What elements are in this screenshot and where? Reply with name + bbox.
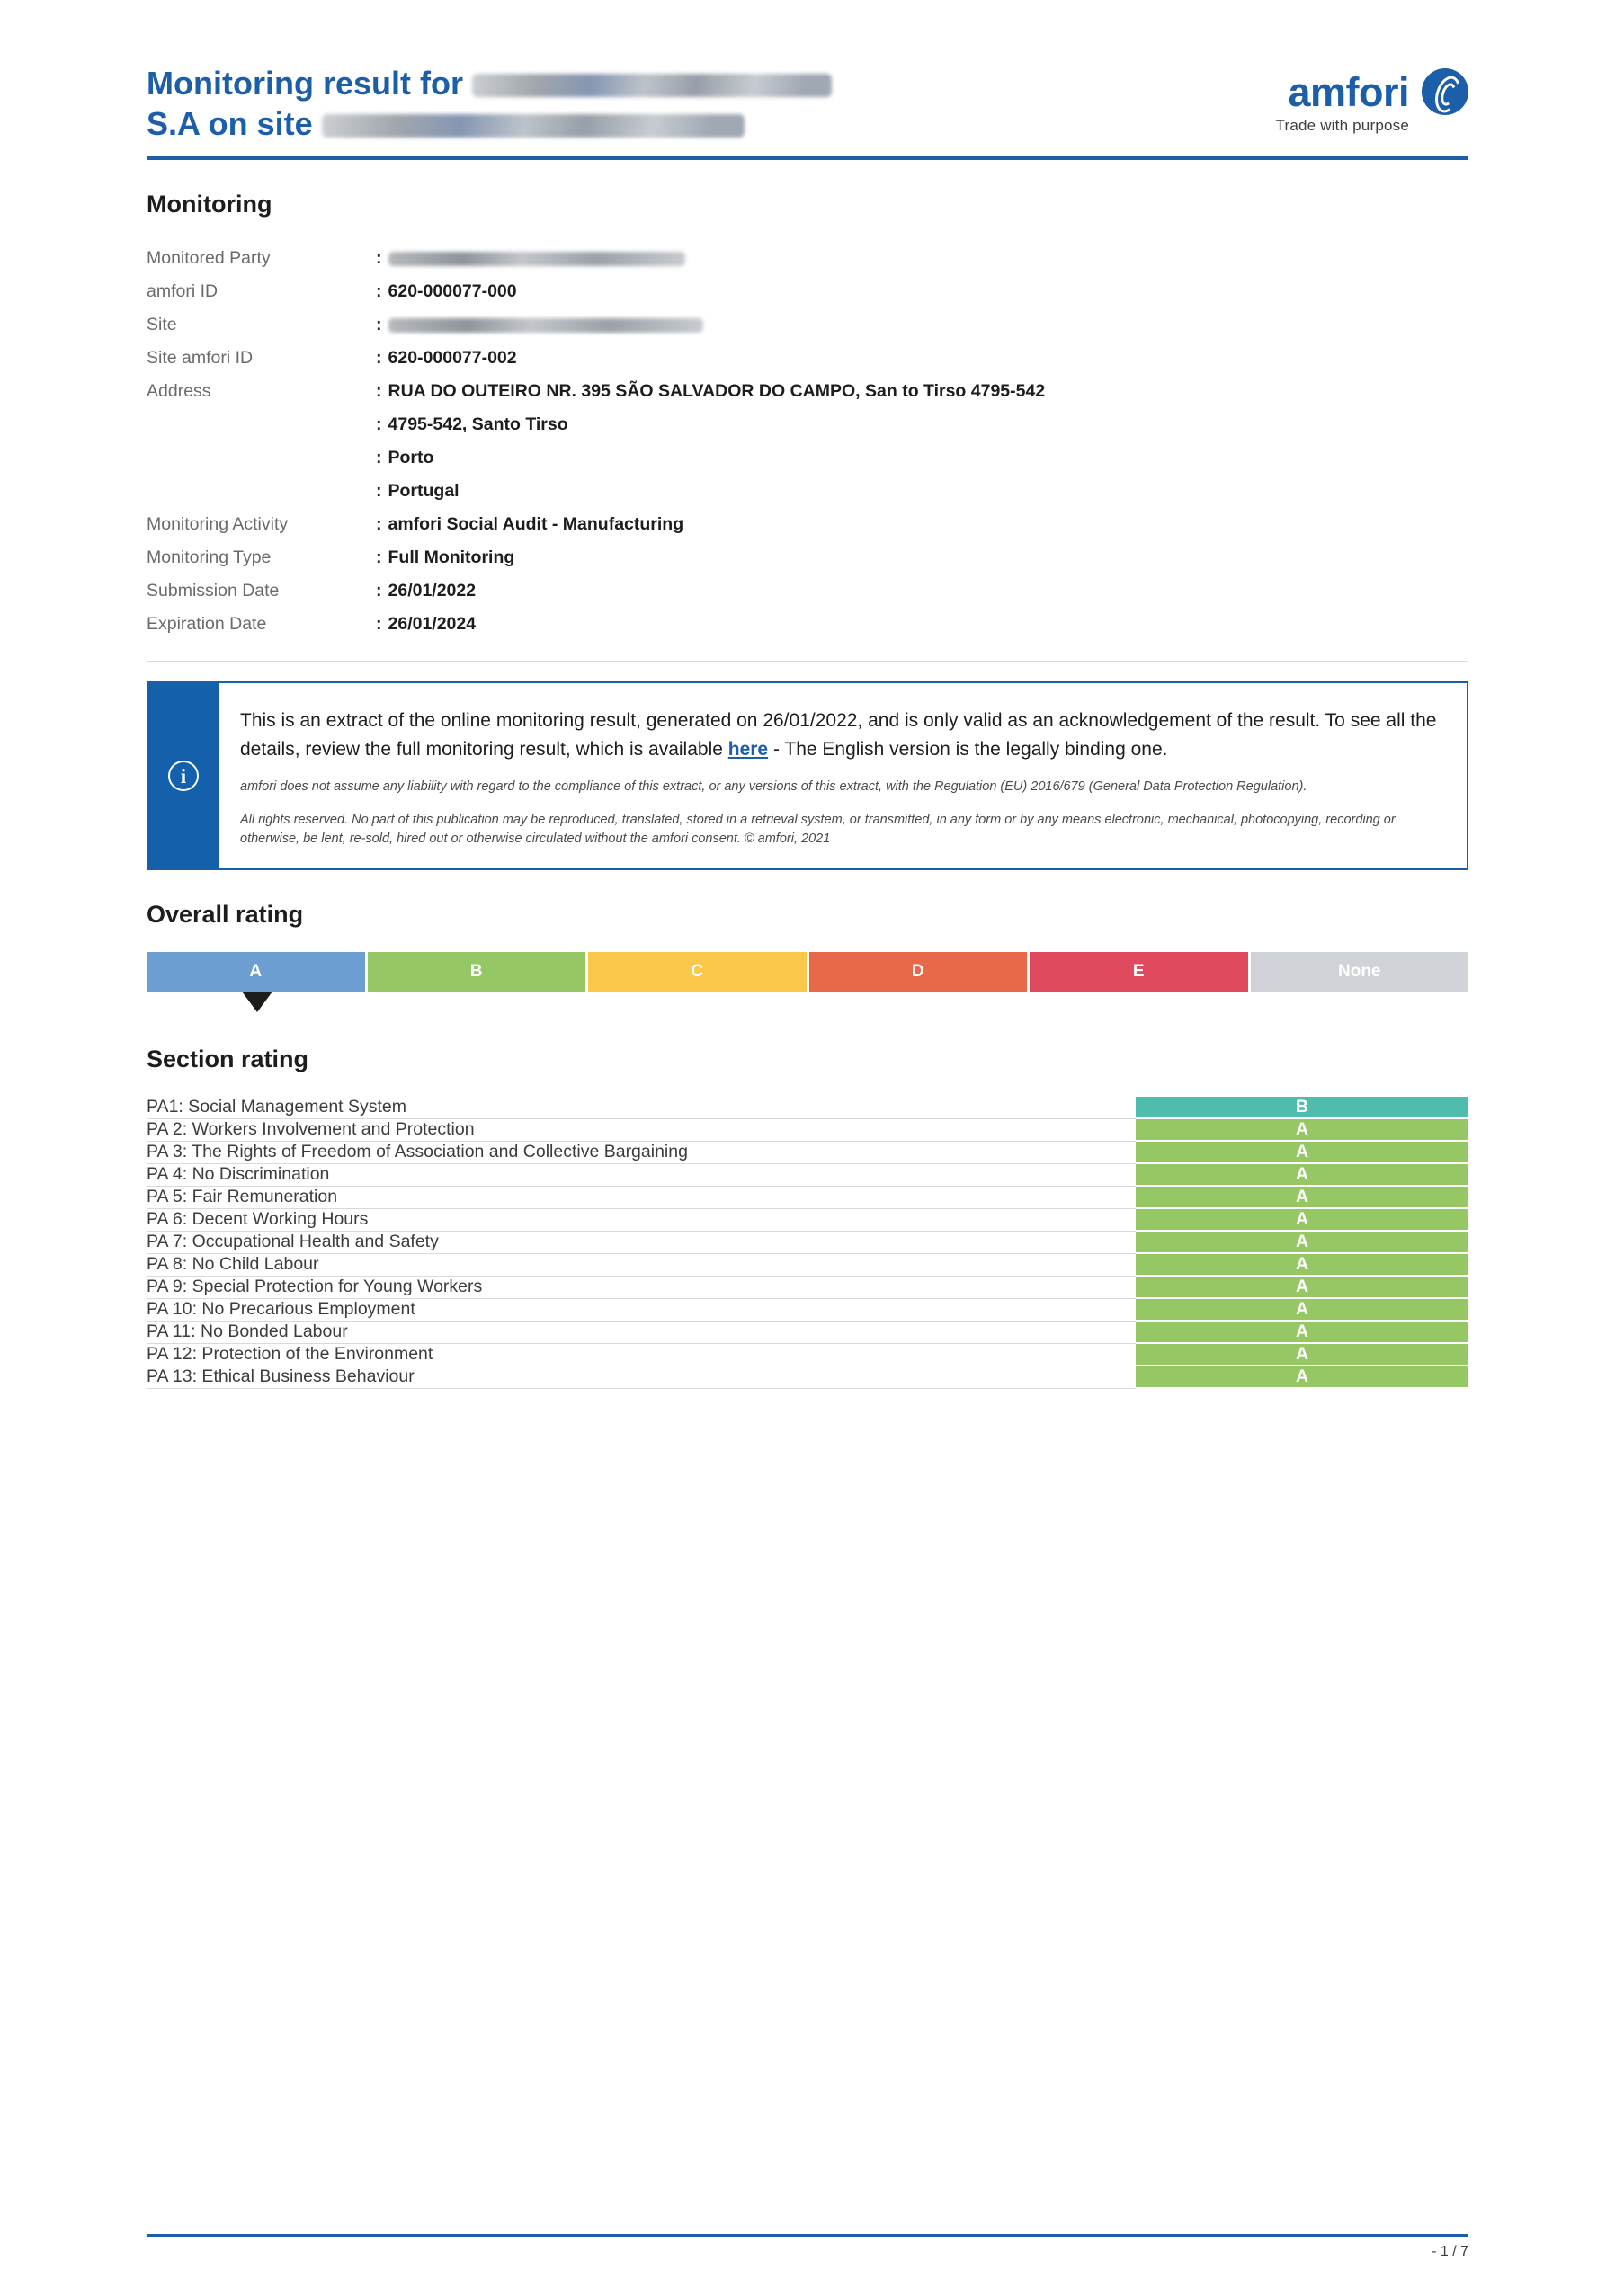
section-rating-grade: A (1136, 1163, 1468, 1186)
info-value-text: Porto (388, 448, 434, 467)
section-rating-name: PA 3: The Rights of Freedom of Association and Collective Bargaining (147, 1141, 1136, 1163)
notice-text-part1: This is an extract of the online monitoring result, generated on 26/01/2022, and is only valid as an acknowledgement of the result. To see all the details, review the full monitoring result, which is available (240, 710, 1437, 760)
table-row (147, 1118, 1468, 1141)
document-footer (0, 2234, 1615, 2260)
table-row (147, 441, 1468, 475)
info-value: : 26/01/2022 (376, 581, 477, 601)
table-row (147, 608, 1468, 641)
info-value: : Porto (376, 448, 434, 467)
overall-rating-pointer-icon (242, 992, 272, 1012)
table-row (147, 1141, 1468, 1163)
logo-wordmark: amfori (1288, 68, 1409, 115)
section-rating-grade: A (1136, 1366, 1468, 1388)
table-row (147, 242, 1468, 275)
info-value: : Full Monitoring (376, 547, 515, 567)
info-label (147, 441, 376, 475)
info-value: : 620-000077-002 (376, 348, 517, 368)
section-rating-name: PA 8: No Child Labour (147, 1253, 1136, 1276)
page-title (147, 63, 832, 144)
info-value-text: 620-000077-000 (388, 281, 517, 301)
section-rating-name: PA 5: Fair Remuneration (147, 1186, 1136, 1208)
section-rating-table (147, 1097, 1468, 1389)
info-value: : 4795-542, Santo Tirso (376, 414, 568, 434)
info-value: : (376, 242, 1468, 275)
table-row (147, 1253, 1468, 1276)
section-rating-grade: A (1136, 1141, 1468, 1163)
info-label: Address (147, 381, 211, 401)
info-icon: i (168, 761, 199, 791)
table-row (147, 375, 1468, 408)
overall-rating-cell-e: E (1030, 952, 1251, 992)
notice-disclaimer-2: All rights reserved. No part of this publication may be reproduced, translated, stored in a retrieval system, or transmitted, in any form or by any means electronic, mechanical, photocopying, recording or otherwise, be lent, re-sold, hired out or otherwise circulated without the amfori consent. © amfori, 2021 (240, 813, 1396, 847)
info-label: Monitored Party (147, 248, 271, 268)
section-rating-grade: A (1136, 1231, 1468, 1253)
section-rating-name: PA 7: Occupational Health and Safety (147, 1231, 1136, 1253)
notice-text-part2: - The English version is the legally binding one. (768, 738, 1168, 760)
info-value: : RUA DO OUTEIRO NR. 395 SÃO SALVADOR DO CAMPO, San to Tirso 4795-542 (376, 381, 1046, 401)
info-value: : 620-000077-000 (376, 281, 517, 301)
info-label: Monitoring Activity (147, 514, 289, 534)
section-rating-name: PA 2: Workers Involvement and Protection (147, 1118, 1136, 1141)
notice-body (219, 683, 1467, 868)
info-value: : Portugal (376, 481, 460, 501)
info-value-text: 4795-542, Santo Tirso (388, 414, 568, 434)
redacted-site (388, 318, 703, 333)
table-row (147, 1097, 1468, 1118)
section-rating-heading: Section rating (147, 1046, 309, 1073)
table-row (147, 408, 1468, 441)
overall-rating-cell-d: D (809, 952, 1031, 992)
info-value-text: 26/01/2024 (388, 614, 477, 634)
section-rating-name: PA 10: No Precarious Employment (147, 1298, 1136, 1321)
overall-rating-pointer-row (147, 992, 1468, 1015)
table-row (147, 1163, 1468, 1186)
info-value: : amfori Social Audit - Manufacturing (376, 514, 684, 534)
page-title-text-2: S.A on site (147, 105, 313, 142)
section-rating-grade: A (1136, 1298, 1468, 1321)
section-rating-grade: A (1136, 1253, 1468, 1276)
info-label: Site (147, 315, 177, 334)
info-value-text: amfori Social Audit - Manufacturing (388, 514, 684, 534)
document-header (147, 63, 1468, 153)
overall-rating-cell-none: None (1251, 952, 1469, 992)
redacted-company-name (472, 74, 832, 97)
info-value-text: Portugal (388, 481, 460, 501)
notice-here-link[interactable]: here (727, 738, 769, 760)
page-title-line-1 (147, 63, 832, 103)
notice-box (147, 681, 1468, 870)
table-row (147, 342, 1468, 375)
info-value: : (376, 308, 1468, 342)
section-rating-grade: A (1136, 1118, 1468, 1141)
info-label (147, 408, 376, 441)
section-rating-name: PA 12: Protection of the Environment (147, 1343, 1136, 1366)
info-label: Submission Date (147, 581, 280, 601)
info-value-text: RUA DO OUTEIRO NR. 395 SÃO SALVADOR DO CAMPO, San to Tirso 4795-542 (388, 381, 1046, 401)
info-label: Site amfori ID (147, 348, 254, 368)
table-row (147, 1298, 1468, 1321)
info-label: amfori ID (147, 281, 219, 301)
info-value-text: Full Monitoring (388, 547, 515, 567)
table-row (147, 574, 1468, 608)
overall-rating-heading: Overall rating (147, 901, 304, 929)
table-row (147, 1231, 1468, 1253)
section-rating-name: PA 4: No Discrimination (147, 1163, 1136, 1186)
section-rating-grade: A (1136, 1343, 1468, 1366)
notice-icon-column (148, 683, 219, 868)
monitoring-divider (147, 661, 1468, 662)
page-number: - 1 / 7 (1432, 2244, 1468, 2259)
info-label: Expiration Date (147, 614, 267, 634)
section-rating-grade: A (1136, 1208, 1468, 1231)
table-row (147, 1276, 1468, 1298)
table-row (147, 508, 1468, 541)
overall-rating-cell-b: B (368, 952, 589, 992)
info-value-text: 620-000077-002 (388, 348, 517, 368)
info-label: Monitoring Type (147, 547, 272, 567)
table-row (147, 475, 1468, 508)
logo-tagline: Trade with purpose (1275, 117, 1409, 134)
table-row (147, 275, 1468, 308)
table-row (147, 541, 1468, 574)
amfori-mark-icon (1422, 68, 1468, 115)
section-rating-grade: A (1136, 1321, 1468, 1343)
info-label (147, 475, 376, 508)
amfori-logo (1199, 63, 1468, 135)
notice-main-text (240, 707, 1440, 763)
page-title-text-1: Monitoring result for (147, 65, 463, 102)
overall-rating-cell-c: C (588, 952, 809, 992)
page-title-line-2 (147, 103, 832, 144)
overall-rating-cell-a: A (147, 952, 368, 992)
section-rating-grade: A (1136, 1276, 1468, 1298)
page-content (147, 0, 1468, 1389)
notice-disclaimer-1: amfori does not assume any liability with regard to the compliance of this extract, or any versions of this extract, with the Regulation (EU) 2016/679 (General Data Protection Regulation). (240, 779, 1307, 794)
table-row (147, 1343, 1468, 1366)
table-row (147, 1366, 1468, 1388)
section-rating-name: PA1: Social Management System (147, 1097, 1136, 1118)
redacted-site-name (322, 114, 745, 138)
section-rating-name: PA 9: Special Protection for Young Workers (147, 1276, 1136, 1298)
monitoring-info-table (147, 242, 1468, 641)
section-rating-grade: A (1136, 1186, 1468, 1208)
table-row (147, 1208, 1468, 1231)
info-value-text: 26/01/2022 (388, 581, 477, 601)
table-row (147, 1186, 1468, 1208)
monitoring-heading: Monitoring (147, 191, 272, 218)
info-value: : 26/01/2024 (376, 614, 477, 634)
redacted-monitored-party (388, 252, 685, 266)
section-rating-name: PA 13: Ethical Business Behaviour (147, 1366, 1136, 1388)
section-rating-name: PA 6: Decent Working Hours (147, 1208, 1136, 1231)
section-rating-name: PA 11: No Bonded Labour (147, 1321, 1136, 1343)
header-divider (147, 156, 1468, 160)
table-row (147, 308, 1468, 342)
table-row (147, 1321, 1468, 1343)
section-rating-grade: B (1136, 1097, 1468, 1118)
overall-rating-bar (147, 952, 1468, 992)
